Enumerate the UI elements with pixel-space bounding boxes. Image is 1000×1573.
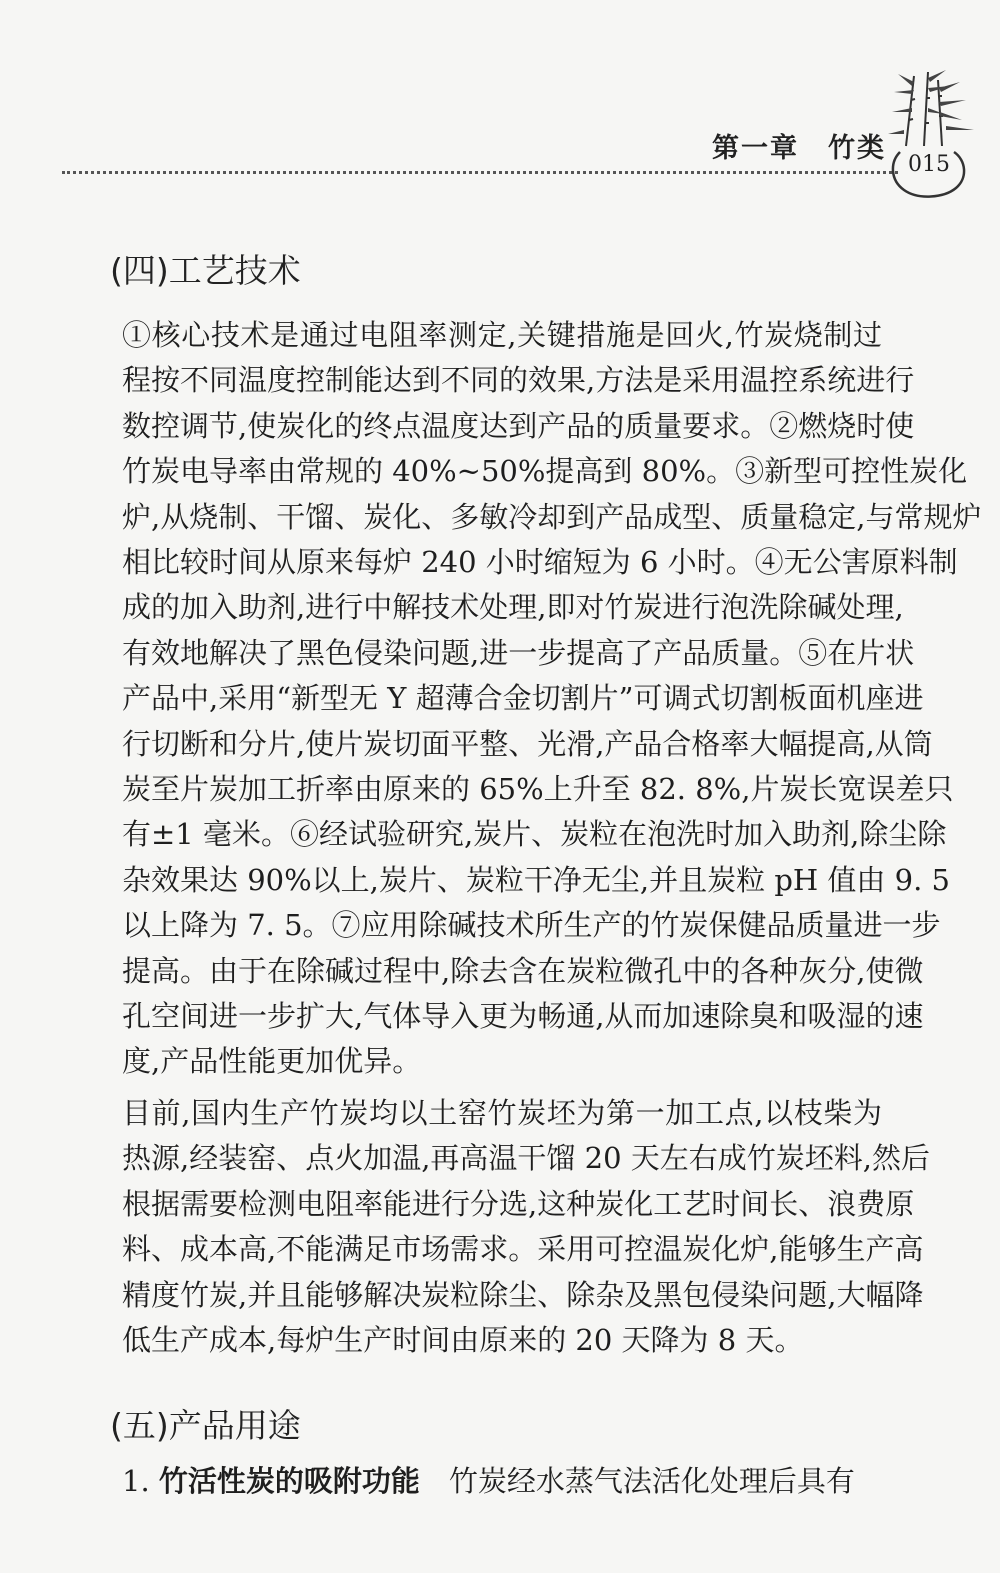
item-1-text: 竹炭经水蒸气法活化处理后具有	[419, 1464, 855, 1498]
body-line: 度,产品性能更加优异。	[122, 1044, 422, 1079]
body-line: 精度竹炭,并且能够解决炭粒除尘、除杂及黑包侵染问题,大幅降	[122, 1277, 924, 1312]
body-line: 孔空间进一步扩大,气体导入更为畅通,从而加速除臭和吸湿的速	[122, 999, 924, 1033]
body-line: 成的加入助剂,进行中解技术处理,即对竹炭进行泡洗除碱处理,	[122, 590, 904, 625]
item-1-line	[122, 1464, 882, 1498]
page-number: 015	[908, 152, 950, 177]
body-line: 数控调节,使炭化的终点温度达到产品的质量要求。②燃烧时使	[122, 408, 915, 443]
chapter-title: 第一章 竹类	[712, 133, 886, 164]
body-line: 炉,从烧制、干馏、炭化、多敏冷却到产品成型、质量稳定,与常规炉	[122, 499, 982, 534]
body-line: 炭至片炭加工折率由原来的 65%上升至 82. 8%,片炭长宽误差只	[122, 772, 954, 806]
body-line: 杂效果达 90%以上,炭片、炭粒干净无尘,并且炭粒 pH 值由 9. 5	[122, 862, 950, 897]
body-line: 提高。由于在除碱过程中,除去含在炭粒微孔中的各种灰分,使微	[122, 953, 924, 988]
body-line: 程按不同温度控制能达到不同的效果,方法是采用温控系统进行	[122, 363, 915, 398]
body-line: 有±1 毫米。⑥经试验研究,炭片、炭粒在泡洗时加入助剂,除尘除	[122, 817, 947, 852]
item-1-number: 1.	[122, 1464, 159, 1498]
body-line: 热源,经装窑、点火加温,再高温干馏 20 天左右成竹炭坯料,然后	[122, 1141, 930, 1176]
body-line: 竹炭电导率由常规的 40%~50%提高到 80%。③新型可控性炭化	[122, 454, 968, 489]
body-line: 行切断和分片,使片炭切面平整、光滑,产品合格率大幅提高,从筒	[122, 726, 933, 761]
body-line: 低生产成本,每炉生产时间由原来的 20 天降为 8 天。	[122, 1323, 804, 1357]
body-line: 根据需要检测电阻率能进行分选,这种炭化工艺时间长、浪费原	[122, 1186, 915, 1221]
body-line: ①核心技术是通过电阻率测定,关键措施是回火,竹炭烧制过	[122, 318, 882, 352]
section-heading-5: (五)产品用途	[110, 1406, 301, 1445]
body-line: 有效地解决了黑色侵染问题,进一步提高了产品质量。⑤在片状	[122, 635, 915, 670]
body-line: 目前,国内生产竹炭均以土窑竹炭坯为第一加工点,以枝柴为	[122, 1096, 882, 1130]
body-line: 产品中,采用“新型无 Y 超薄合金切割片”可调式切割板面机座进	[122, 681, 924, 716]
section-heading-4: (四)工艺技术	[110, 251, 301, 290]
item-1-title: 竹活性炭的吸附功能	[158, 1464, 420, 1498]
body-line: 料、成本高,不能满足市场需求。采用可控温炭化炉,能够生产高	[122, 1232, 924, 1267]
body-line: 相比较时间从原来每炉 240 小时缩短为 6 小时。④无公害原料制	[122, 545, 958, 579]
body-line: 以上降为 7. 5。⑦应用除碱技术所生产的竹炭保健品质量进一步	[122, 908, 941, 943]
